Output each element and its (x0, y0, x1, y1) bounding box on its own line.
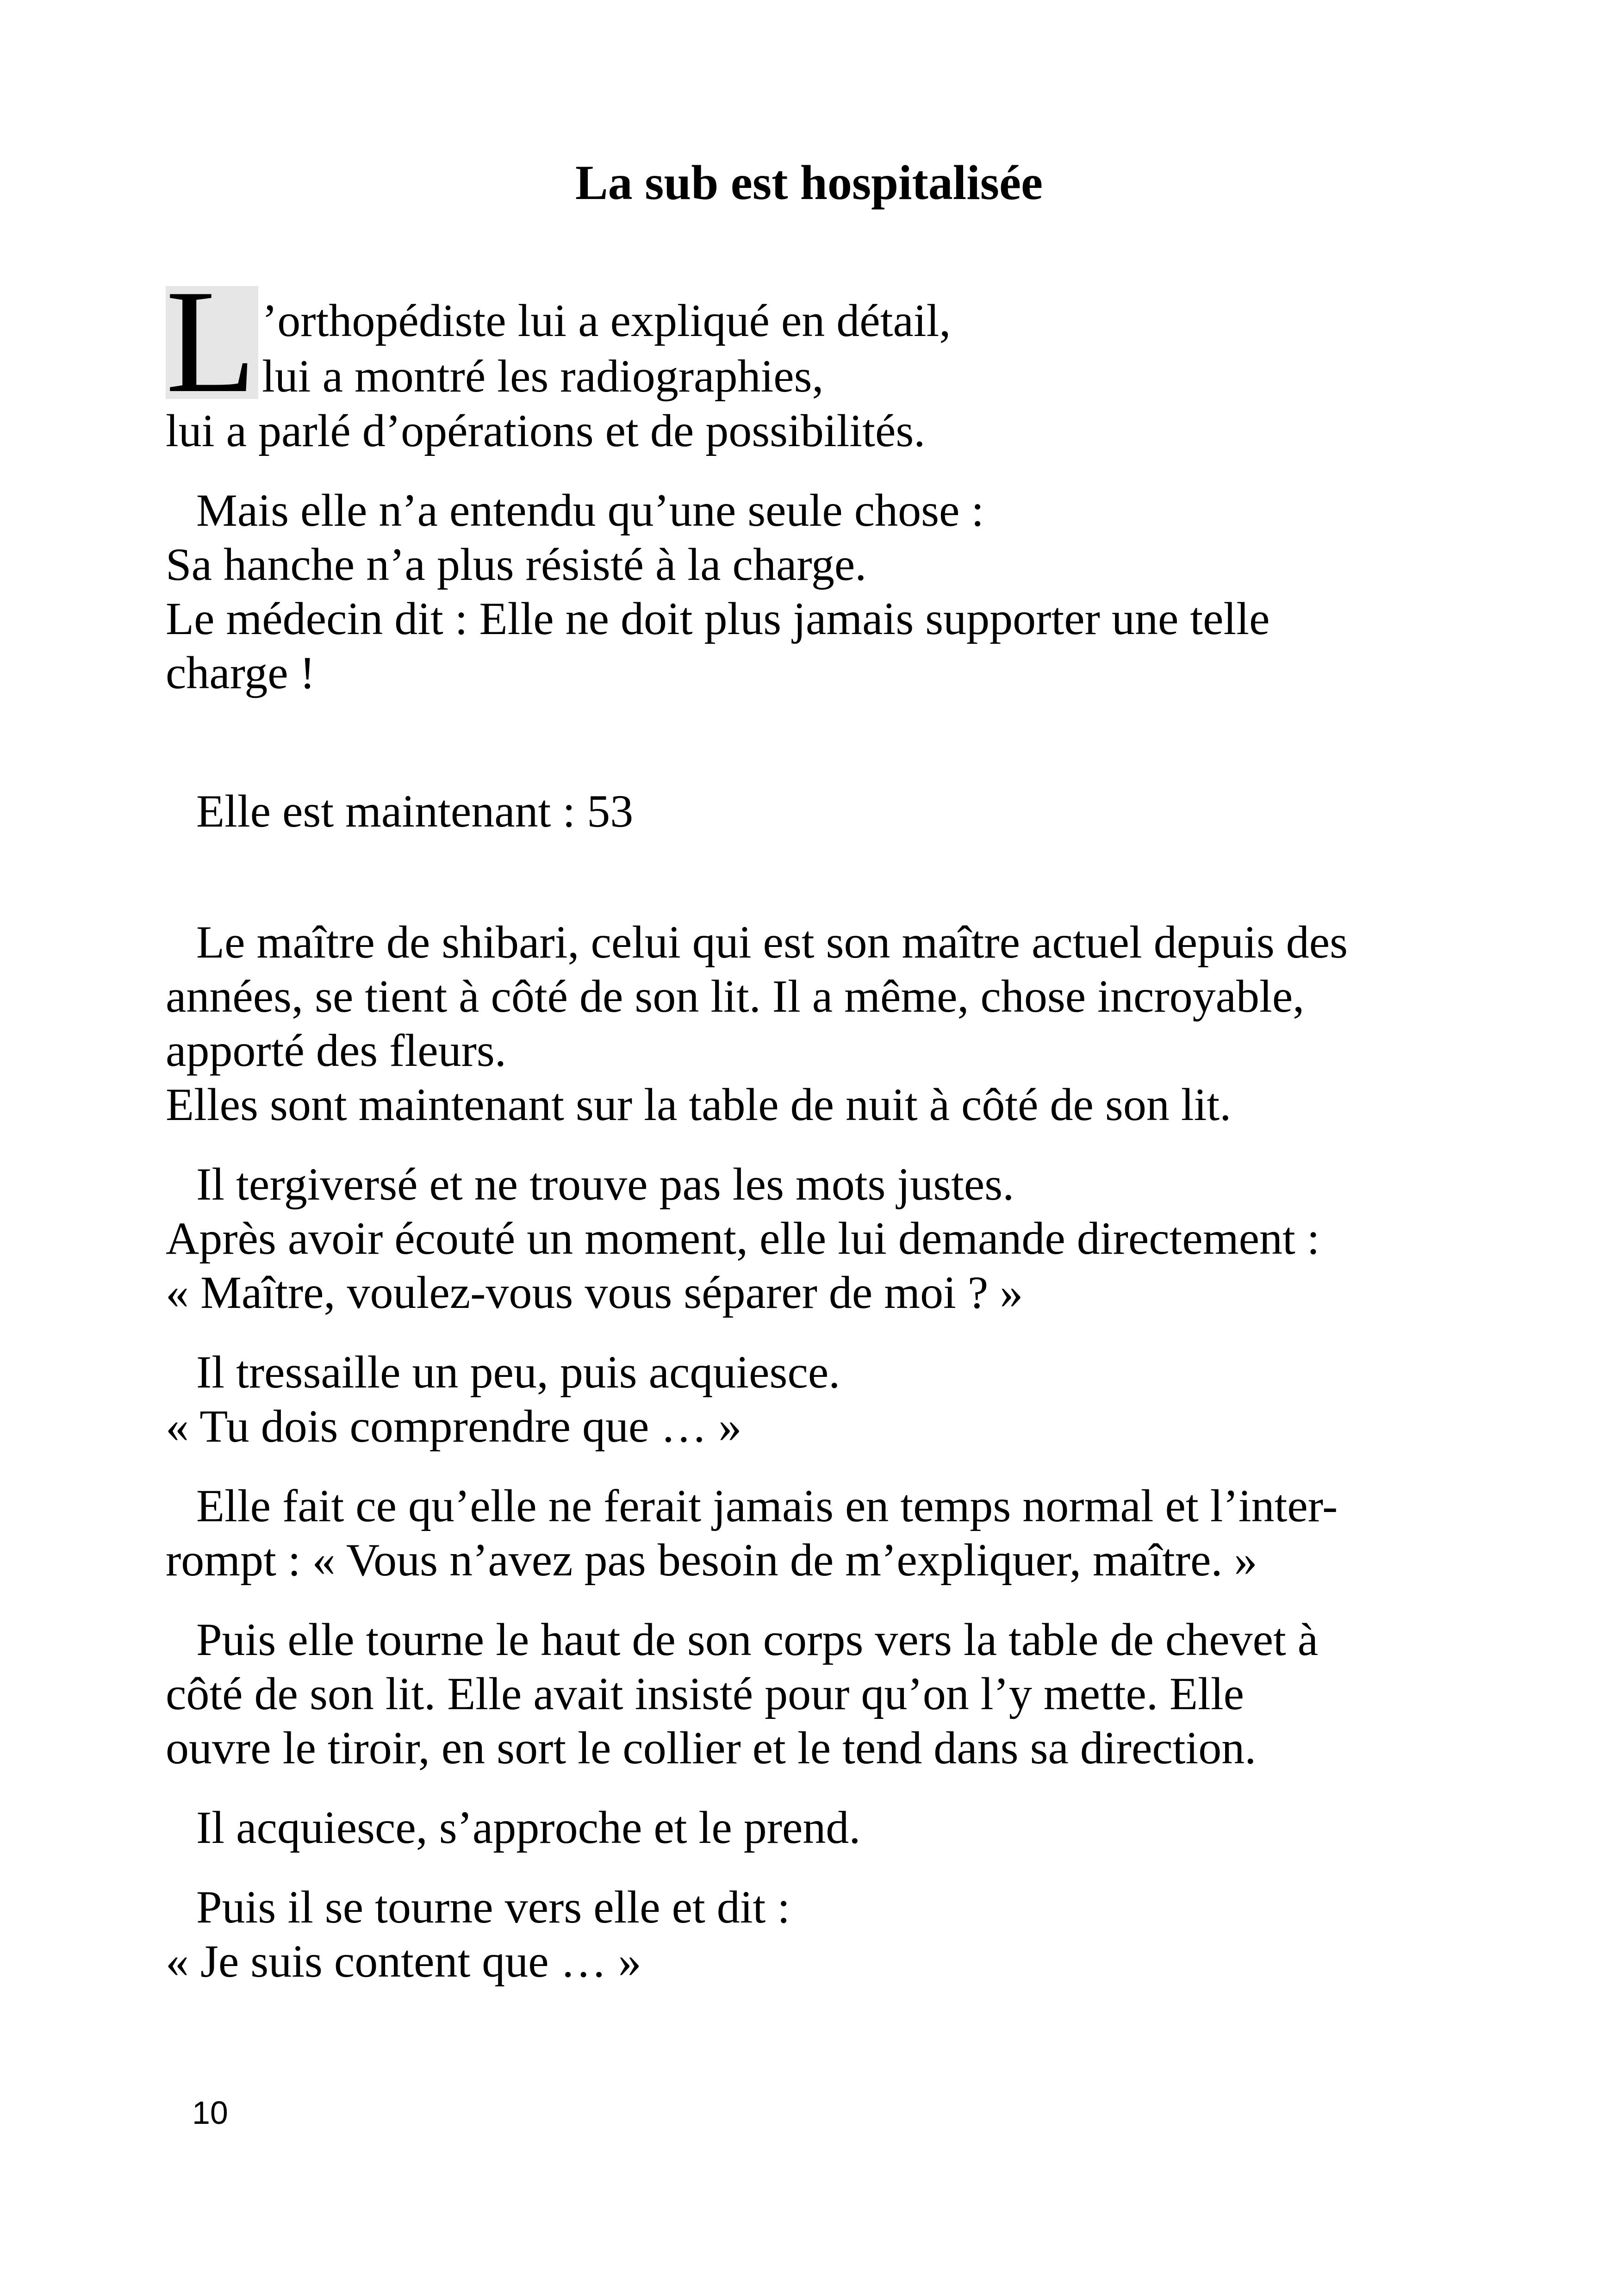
text-line: rompt : « Vous n’avez pas besoin de m’expliquer, maître. » (166, 1534, 1257, 1586)
text-line: Après avoir écouté un moment, elle lui demande directement : (166, 1213, 1320, 1264)
text-line: ouvre le tiroir, en sort le collier et le tend dans sa direction. (166, 1722, 1257, 1773)
text-line: charge ! (166, 647, 315, 698)
page-number: 10 (192, 2095, 228, 2131)
text-line: Elles sont maintenant sur la table de nuit à côté de son lit. (166, 1079, 1232, 1130)
text-line: Elle est maintenant : 53 (196, 785, 634, 837)
drop-cap-letter: L (166, 286, 256, 399)
text-line: Il tressaille un peu, puis acquiesce. (196, 1346, 840, 1398)
text-line: Puis il se tourne vers elle et dit : (196, 1881, 790, 1933)
text-line: années, se tient à côté de son lit. Il a même, chose incroyable, (166, 971, 1305, 1022)
text-line: Sa hanche n’a plus résisté à la charge. (166, 539, 867, 590)
text-line: lui a montré les radiographies, (262, 350, 824, 402)
text-line: Mais elle n’a entendu qu’une seule chose : (196, 485, 984, 536)
text-line: Il acquiesce, s’approche et le prend. (196, 1802, 861, 1853)
text-line: Puis elle tourne le haut de son corps vers la table de chevet à (196, 1614, 1319, 1665)
text-line: « Je suis content que … » (166, 1935, 641, 1987)
text-line: « Maître, voulez-vous vous séparer de moi ? » (166, 1267, 1023, 1318)
chapter-title: La sub est hospitalisée (575, 156, 1043, 210)
text-line: Le maître de shibari, celui qui est son maître actuel depuis des (196, 916, 1348, 968)
text-line: lui a parlé d’opérations et de possibilités. (166, 405, 926, 456)
text-line: Il tergiversé et ne trouve pas les mots justes. (196, 1158, 1014, 1210)
drop-cap-box (166, 286, 258, 399)
text-line: ’orthopédiste lui a expliqué en détail, (262, 295, 951, 346)
text-line: « Tu dois comprendre que … » (166, 1400, 742, 1452)
text-line: Elle fait ce qu’elle ne ferait jamais en temps normal et l’inter- (196, 1480, 1338, 1531)
text-line: apporté des fleurs. (166, 1025, 506, 1076)
text-line: Le médecin dit : Elle ne doit plus jamais supporter une telle (166, 593, 1270, 644)
text-line: côté de son lit. Elle avait insisté pour qu’on l’y mette. Elle (166, 1668, 1244, 1719)
